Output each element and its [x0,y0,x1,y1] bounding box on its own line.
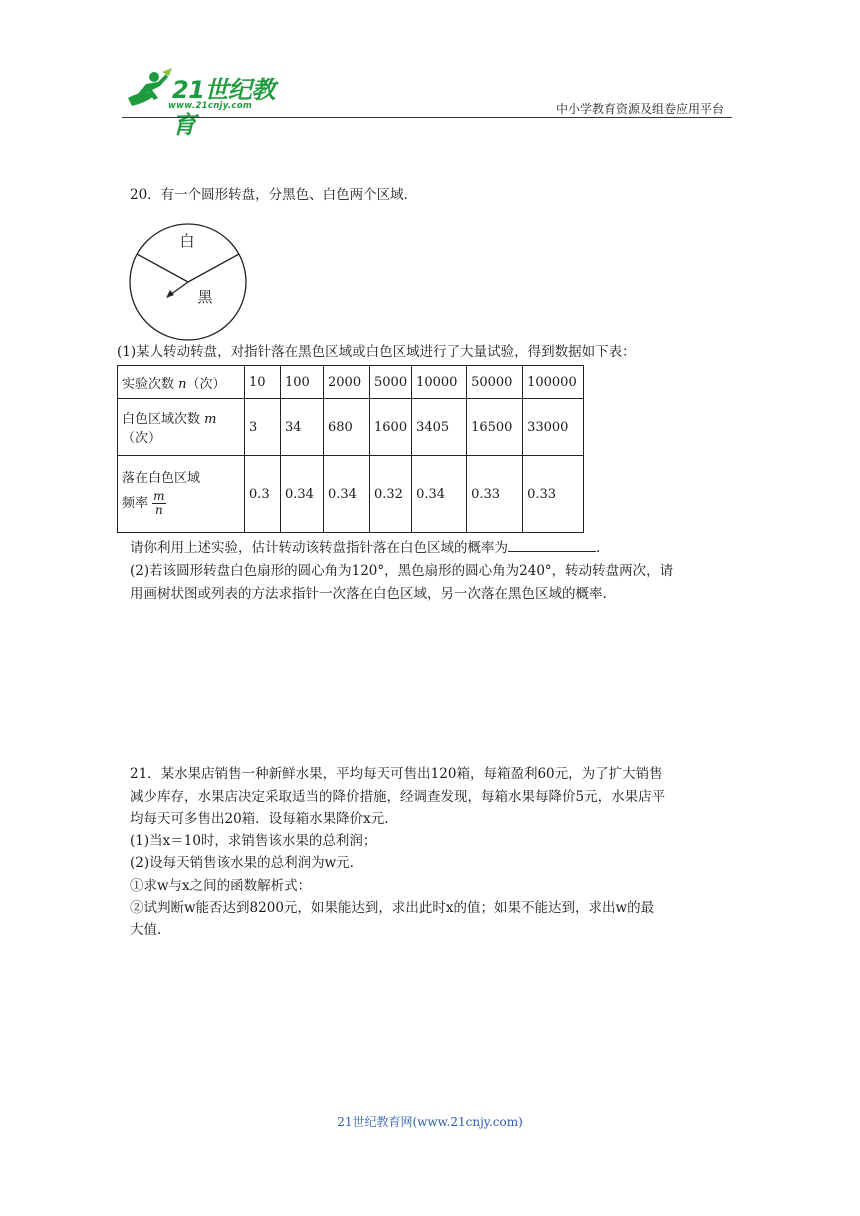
spinner-label-white: 白 [179,232,195,250]
spinner-label-black: 黑 [197,288,213,306]
q21-part1: (1)当x＝10时，求销售该水果的总利润； [130,833,377,849]
experiment-table [117,365,584,533]
header-divider [122,117,732,118]
table-cell: 2000 [324,366,370,399]
row-label-trials: 实验次数 n（次） [118,366,245,399]
table-cell: 680 [324,399,370,456]
q21-line1: 21．某水果店销售一种新鲜水果，平均每天可售出120箱，每箱盈利60元，为了扩大销售 [130,766,663,782]
logo-text: 21世纪教育 [172,76,275,139]
answer-blank[interactable] [508,537,596,552]
table-cell: 50000 [467,366,523,399]
q21-line2: 减少库存，水果店决定采取适当的降价措施，经调查发现，每箱水果每降价5元，水果店平 [130,789,666,805]
row-label-frequency: 落在白色区域 频率 $\frac{m}{n}$ [118,456,245,533]
table-cell: 5000 [370,366,412,399]
table-cell: 100000 [523,366,584,399]
logo [122,68,292,139]
q20-part2-line2: 用画树状图或列表的方法求指针一次落在白色区域，另一次落在黑色区域的概率. [130,586,607,602]
fraction-m-over-n: $\frac{m}{n}$ [153,488,165,517]
table-cell: 3 [245,399,281,456]
table-cell: 10000 [412,366,467,399]
table-cell: 0.3 [245,456,281,533]
page-footer[interactable]: 21世纪教育网(www.21cnjy.com) [337,1115,523,1129]
row-label-white-count: 白色区域次数 m （次） [118,399,245,456]
table-cell: 16500 [467,399,523,456]
page-header [122,62,732,139]
q21-part2-sub1: ①求w与x之间的函数解析式： [130,878,312,894]
q20-estimate-line: 请你利用上述实验，估计转动该转盘指针落在白色区域的概率为 . [130,537,600,558]
q21-line3: 均每天可多售出20箱．设每箱水果降价x元. [130,811,389,827]
logo-url: www.21cnjy.com [168,101,252,111]
table-cell: 3405 [412,399,467,456]
table-cell: 0.32 [370,456,412,533]
table-cell: 10 [245,366,281,399]
q20-part2-line1: (2)若该圆形转盘白色扇形的圆心角为120°，黑色扇形的圆心角为240°，转动转盘两次，请 [130,563,674,579]
q21-part2-sub2: ②试判断w能否达到8200元，如果能达到，求出此时x的值；如果不能达到，求出w的最 [130,900,655,916]
table-cell: 0.34 [281,456,324,533]
platform-name: 中小学教育资源及组卷应用平台 [555,102,724,116]
runner-logo-icon [122,68,174,114]
table-cell: 0.33 [523,456,584,533]
spinner-divider-left [137,254,188,282]
table-row [118,399,584,456]
table-cell: 33000 [523,399,584,456]
table-cell: 1600 [370,399,412,456]
table-cell: 0.34 [324,456,370,533]
table-row [118,366,584,399]
spinner-diagram [128,222,248,342]
table-cell: 100 [281,366,324,399]
spinner-needle [170,282,188,295]
table-cell: 34 [281,399,324,456]
table-cell: 0.33 [467,456,523,533]
q21-part2: (2)设每天销售该水果的总利润为w元. [130,855,354,871]
needle-arrow-icon [166,290,174,298]
spinner-divider-right [188,254,239,282]
table-row [118,456,584,533]
q20-part1-intro: (1)某人转动转盘，对指针落在黑色区域或白色区域进行了大量试验，得到数据如下表： [117,344,636,360]
q20-title: 20．有一个圆形转盘，分黑色、白色两个区域． [130,187,418,203]
table-cell: 0.34 [412,456,467,533]
q21-part2-sub2-cont: 大值. [130,922,162,938]
